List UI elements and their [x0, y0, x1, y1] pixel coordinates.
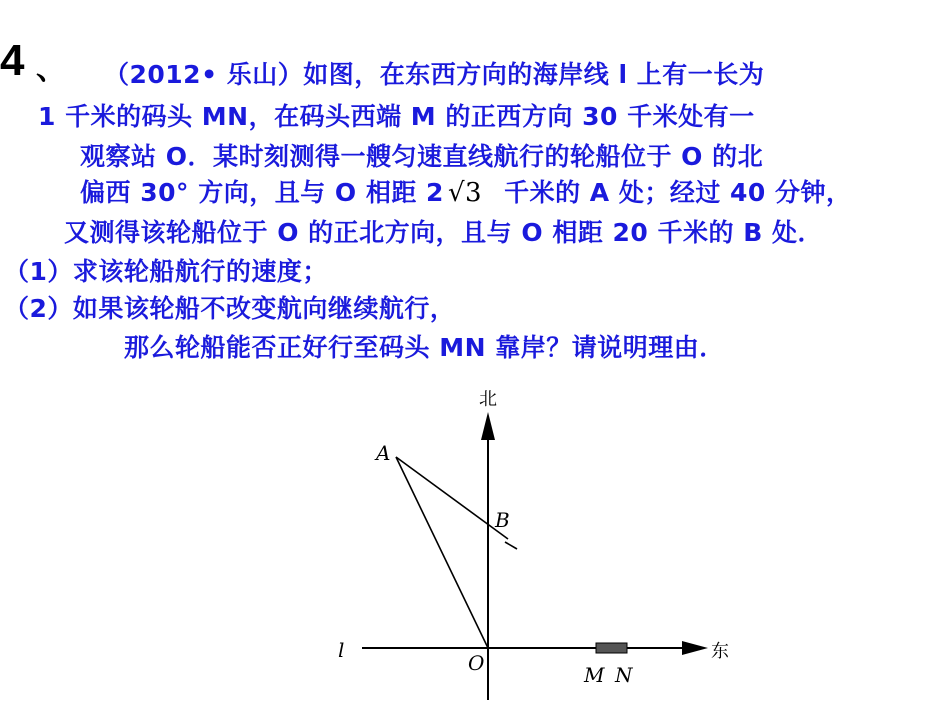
- label-east: 东: [711, 641, 729, 662]
- pier-MN: [596, 643, 627, 653]
- course-extension: [505, 542, 517, 549]
- problem-line-3: 观察站 O．某时刻测得一艘匀速直线航行的轮船位于 O 的北: [80, 142, 764, 171]
- problem-number: 4: [0, 36, 25, 85]
- label-M: M: [584, 663, 605, 687]
- problem-line-4-start: 偏西 30° 方向，且与 O 相距 2: [80, 178, 444, 207]
- label-north: 北: [479, 389, 497, 410]
- question-2-continued: 那么轮船能否正好行至码头 MN 靠岸？请说明理由．: [124, 333, 725, 362]
- problem-line-4-end: 千米的 A 处；经过 40 分钟，: [504, 178, 852, 207]
- problem-line-1: （2012• 乐山）如图，在东西方向的海岸线 l 上有一长为: [104, 60, 765, 89]
- segment-AB: [396, 457, 508, 539]
- question-2: （2）如果该轮船不改变航向继续航行，: [4, 294, 456, 323]
- label-B: B: [495, 508, 510, 532]
- east-arrowhead: [682, 641, 708, 655]
- problem-line-2: 1 千米的码头 MN，在码头西端 M 的正西方向 30 千米处有一: [38, 102, 755, 131]
- label-N: N: [615, 663, 633, 687]
- north-arrowhead: [481, 412, 495, 440]
- label-O: O: [468, 651, 485, 675]
- sqrt-three: √3: [447, 178, 483, 208]
- segment-AO: [396, 457, 488, 648]
- problem-separator: 、: [36, 52, 66, 87]
- problem-line-5: 又测得该轮船位于 O 的正北方向，且与 O 相距 20 千米的 B 处．: [64, 218, 823, 247]
- question-1: （1）求该轮船航行的速度；: [4, 257, 328, 286]
- label-l: l: [338, 638, 345, 662]
- label-A: A: [376, 441, 391, 465]
